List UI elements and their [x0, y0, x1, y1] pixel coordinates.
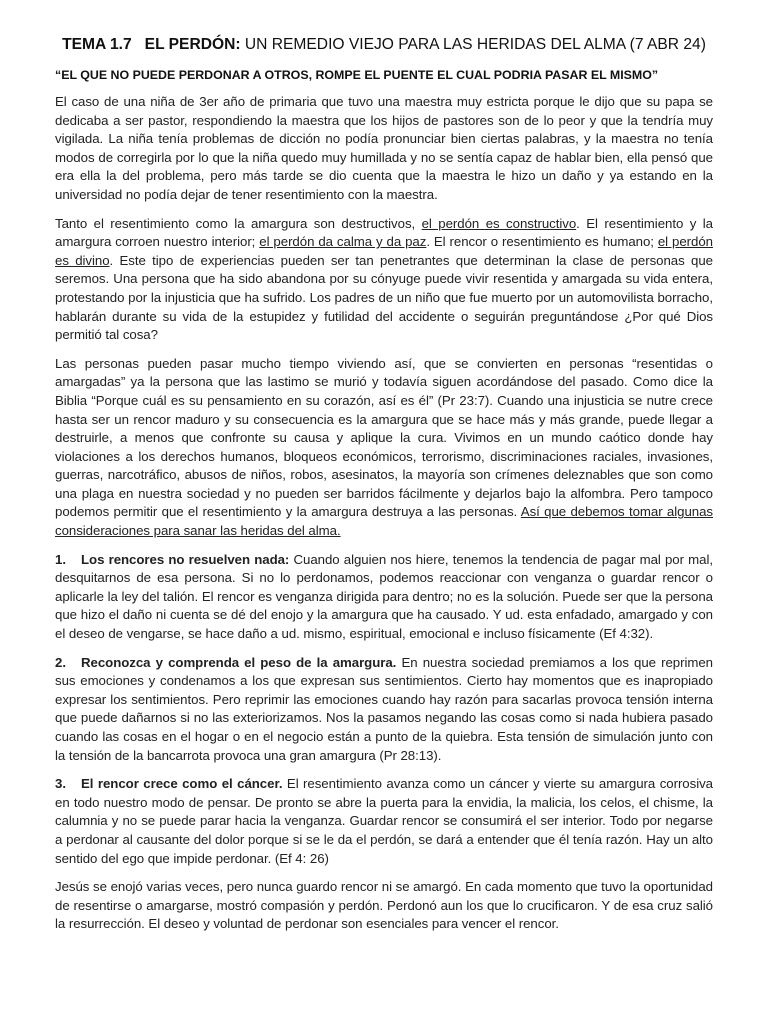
paragraph-resentment-part-a: Tanto el resentimiento como la amargura son destructivos,	[55, 215, 422, 231]
underline-considerations: Así que debemos tomar algunas consideraciones para sanar las heridas del alma.	[55, 504, 713, 539]
point-heading: Reconozca y comprenda el peso de la amargura.	[81, 654, 397, 670]
paragraph-resentment-part-d: . Este tipo de experiencias pueden ser tan penetrantes que determinan la clase de personas que seremos. Una persona que ha sido abandona por su cónyuge puede vivir resentida y amargada su vida entera, protestando por la injusticia que ha sufrido. Los padres de un niño que fue muerto por un automovilista borracho, hablarán durante su vida de la estupidez y futilidad del accidente o seguirán preguntándose ¿Por qué Dios permitió tal cosa?	[55, 252, 713, 343]
quote-heading: “EL QUE NO PUEDE PERDONAR A OTROS, ROMPE EL PUENTE EL CUAL PODRIA PASAR EL MISMO”	[55, 68, 659, 82]
point-number: 3.	[55, 776, 66, 792]
title-label: TEMA 1.7	[62, 36, 132, 53]
underline-forgiveness-peace: el perdón da calma y da paz	[259, 234, 427, 250]
point-number: 2.	[55, 654, 66, 670]
point-text: El resentimiento avanza como un cáncer y vierte su amargura corrosiva en todo nuestro modo de pensar. De pronto se abre la puerta para la envidia, la malicia, los celos, el chisme, la calumnia y no se puede parar hacia la venganza. Guardar rencor se consumirá el ser interior. Todo por negarse a perdonar al causante del dolor porque si se le da el perdón, se dará a entender que él tenía razón. Hay un alto sentido del ego que impide perdonar. (Ef 4: 26)	[55, 776, 713, 866]
paragraph-resentment-part-b: . El resentimiento y la amargura corroen nuestro interior;	[55, 215, 713, 250]
paragraph-resentment	[55, 215, 713, 345]
title-rest: UN REMEDIO VIEJO PARA LAS HERIDAS DEL ALMA (7 ABR 24)	[240, 36, 706, 53]
paragraph-intro: El caso de una niña de 3er año de primaria que tuvo una maestra muy estricta porque le dijo que su papa se dedicaba a ser pastor, respondiendo la maestra que los hijos de pastores son de lo peor y que la tendría muy vigilada. La niña tenía problemas de dicción no podía pronunciar bien ciertas palabras, y la maestra no tenía modos de corregirla por lo que la niña quedo muy humillada y no se sentía capaz de hablar bien, ella pensó que era ella la del problema, pero más tarde se dio cuenta que la maestra le hizo un daño y ya estando en la universidad no podía dejar de tener resentimiento con la maestra.	[55, 94, 713, 202]
paragraph-conclusion: Jesús se enojó varias veces, pero nunca guardo rencor ni se amargó. En cada momento que tuvo la oportunidad de resentirse o amargarse, mostró compasión y perdón. Perdonó aun los que lo crucificaron. Y de esa cruz salió la resurrección. El deseo y voluntad de perdonar son esenciales para vencer el rencor.	[55, 879, 713, 932]
point-text: Cuando alguien nos hiere, tenemos la tendencia de pagar mal por mal, desquitarnos de esa persona. Si no lo perdonamos, podemos reaccionar con venganza o guardar rencor o aplicarle la ley del talión. El rencor es venganza dirigida para dentro; no es la solución. Puede ser que la persona que hizo el daño ni cuenta se dé del enojo y la amargura que ha causado. Y ud. esta enfadado, amargado y con el deseo de vengarse, se hace daño a ud. mismo, espiritual, emocional e incluso físicamente (Ef 4:32).	[55, 551, 713, 642]
point-number: 1.	[55, 551, 66, 567]
point-2	[55, 654, 713, 766]
underline-forgiveness-divine: el perdón es divino	[55, 234, 713, 268]
paragraph-bitterness-text: Las personas pueden pasar mucho tiempo viviendo así, que se convierten en personas “resentidas o amargadas” ya la persona que las lastimo se murió y todavía siguen acordándose del pasado. Como dice la Biblia “Porque cuál es su pensamiento en su corazón, así es él” (Pr 23:7). Cuando una injusticia se nutre crece hasta ser un rencor maduro y su consecuencia es la amargura que se hace más y más grande, puede llegar a destruirle, a menos que confronte su causa y aplique la cura. Vivimos en un mundo caótico donde hay violaciones a los derechos humanos, bloqueos económicos, terrorismo, discriminaciones raciales, invasiones, guerras, narcotráfico, abusos de niños, robos, asesinatos, la mayoría son crímenes deleznables que son como una plaga en nuestra sociedad y no pueden ser barridos fácilmente y dejarlos bajo la alfombra. Pero tampoco podemos permitir que el resentimiento y la amargura destruya a las personas.	[55, 355, 713, 520]
document-title	[55, 35, 713, 55]
paragraph-resentment-part-c: . El rencor o resentimiento es humano;	[426, 234, 658, 250]
title-topic: EL PERDÓN:	[144, 36, 241, 53]
underline-forgiveness-constructive: el perdón es constructivo	[421, 215, 577, 231]
point-3	[55, 775, 713, 868]
paragraph-bitterness	[55, 355, 713, 541]
point-1	[55, 551, 713, 644]
point-heading: Los rencores no resuelven nada:	[81, 551, 290, 567]
point-heading: El rencor crece como el cáncer.	[81, 776, 283, 792]
point-text: En nuestra sociedad premiamos a los que reprimen sus emociones y condenamos a los que expresan sus sentimientos. Cierto hay momentos que es inapropiado expresar los sentimientos. Pero reprimir las emociones cuando hay razón para sacarlas provoca tensión interna que puede dañarnos si no las exteriorizamos. Nos la pasamos negando las cosas como si nada hubiera pasado cuando las cosas en el hogar o en el negocio están a punto de la quiebra. Esta tensión de simulación junto con la tensión de la bancarrota provoca una gran amargura (Pr 28:13).	[55, 654, 713, 763]
